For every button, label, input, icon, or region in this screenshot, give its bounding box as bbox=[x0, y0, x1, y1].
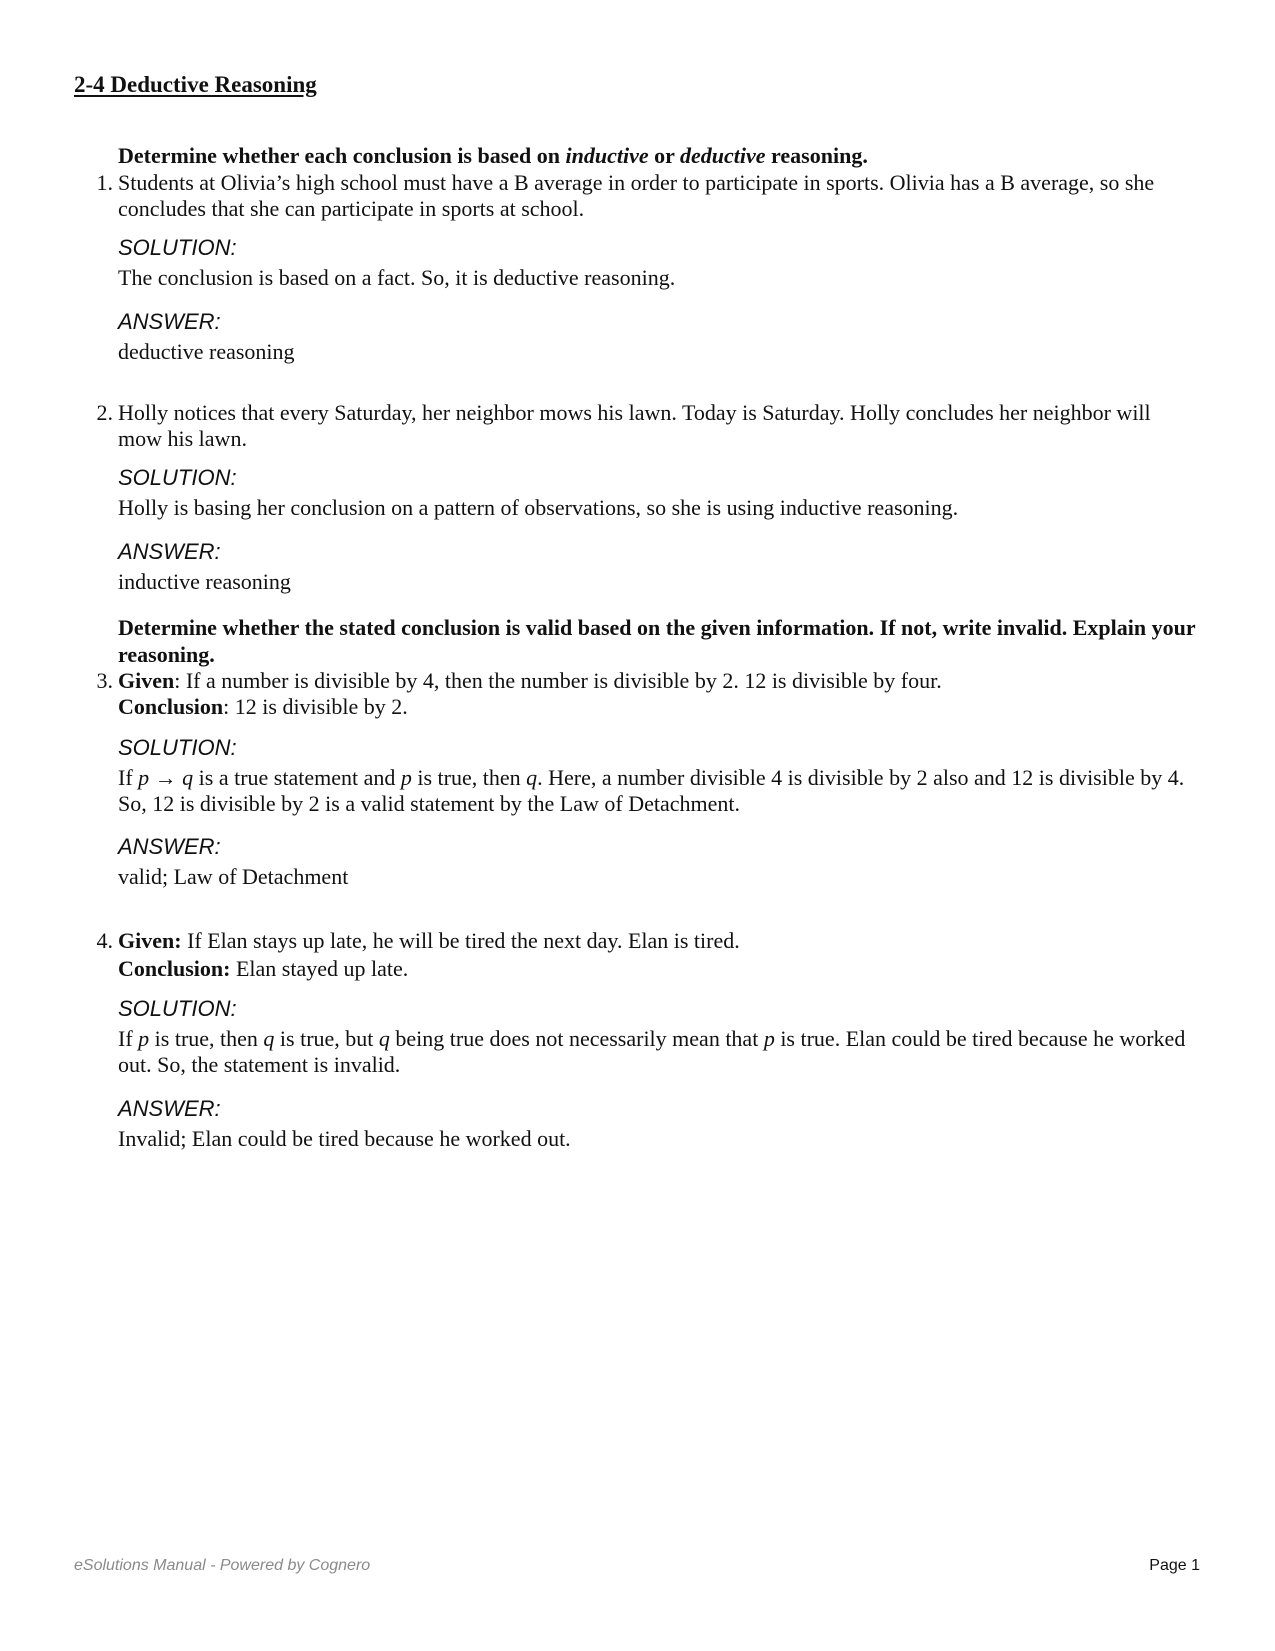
instruction-em-deductive: deductive bbox=[680, 143, 766, 168]
instruction-inductive-deductive bbox=[118, 142, 1198, 169]
math-variable-p: p bbox=[763, 1026, 775, 1051]
solution-segment: is true. Elan could be tired because he worked out. So, the statement is invalid. bbox=[118, 1026, 1186, 1077]
question-number: 3. bbox=[96, 668, 113, 693]
solution-label: SOLUTION: bbox=[118, 465, 237, 490]
math-variable-q: q bbox=[182, 765, 194, 790]
instruction-text-part2: or bbox=[648, 143, 681, 168]
solution-segment: is a true statement and bbox=[193, 765, 401, 790]
solution-label: SOLUTION: bbox=[118, 735, 237, 760]
question-number: 4. bbox=[96, 928, 113, 953]
question-text: Students at Olivia’s high school must have a B average in order to participate in sports. Olivia has a B average, so she concludes that she can participate in sports at school. bbox=[118, 170, 1155, 221]
math-variable-p: p bbox=[138, 765, 150, 790]
given-statement bbox=[118, 668, 1198, 694]
instruction-em-inductive: inductive bbox=[565, 143, 649, 168]
given-text: : If a number is divisible by 4, then the number is divisible by 2. 12 is divisible by four. bbox=[174, 668, 942, 693]
solution-text: Holly is basing her conclusion on a pattern of observations, so she is using inductive reasoning. bbox=[118, 495, 959, 520]
answer-label: ANSWER: bbox=[118, 539, 221, 564]
instruction-validity: Determine whether the stated conclusion is valid based on the given information. If not, write invalid. Explain your reasoning. bbox=[118, 615, 1196, 667]
math-variable-q: q bbox=[378, 1026, 390, 1051]
footer-credit: eSolutions Manual - Powered by Cognero bbox=[74, 1557, 371, 1574]
solution-segment: . Here, a number divisible 4 is divisible by 2 also and 12 is divisible by 4. So, 12 is divisible by 2 is a valid statement by the Law of Detachment. bbox=[118, 765, 1185, 816]
conclusion-statement bbox=[118, 956, 1198, 982]
math-variable-q: q bbox=[526, 765, 538, 790]
question-text: Holly notices that every Saturday, her neighbor mows his lawn. Today is Saturday. Holly concludes her neighbor will mow his lawn. bbox=[118, 400, 1151, 451]
solution-segment: is true, but bbox=[274, 1026, 379, 1051]
instruction-text-part1: Determine whether each conclusion is based on bbox=[118, 143, 566, 168]
given-statement bbox=[118, 928, 1198, 954]
page-number: Page 1 bbox=[1149, 1557, 1200, 1574]
solution-text: The conclusion is based on a fact. So, it is deductive reasoning. bbox=[118, 265, 676, 290]
math-variable-p: p bbox=[138, 1026, 150, 1051]
answer-text: valid; Law of Detachment bbox=[118, 864, 349, 889]
instruction-text-part3: reasoning. bbox=[765, 143, 868, 168]
answer-label: ANSWER: bbox=[118, 834, 221, 859]
solution-label: SOLUTION: bbox=[118, 235, 237, 260]
answer-text: Invalid; Elan could be tired because he worked out. bbox=[118, 1126, 571, 1151]
given-label: Given: bbox=[118, 928, 182, 953]
solution-segment: is true, then bbox=[149, 1026, 264, 1051]
solution-label: SOLUTION: bbox=[118, 996, 237, 1021]
question-number: 1. bbox=[96, 170, 113, 195]
solution-segment: being true does not necessarily mean that bbox=[389, 1026, 764, 1051]
answer-label: ANSWER: bbox=[118, 1096, 221, 1121]
solution-segment: is true, then bbox=[411, 765, 527, 790]
conclusion-text: Elan stayed up late. bbox=[230, 956, 409, 981]
solution-segment: If bbox=[118, 1026, 139, 1051]
math-variable-q: q bbox=[263, 1026, 275, 1051]
answer-text: deductive reasoning bbox=[118, 339, 295, 364]
implication-arrow: → bbox=[149, 765, 183, 790]
conclusion-label: Conclusion bbox=[118, 694, 224, 719]
given-label: Given bbox=[118, 668, 175, 693]
conclusion-text: : 12 is divisible by 2. bbox=[223, 694, 408, 719]
answer-text: inductive reasoning bbox=[118, 569, 291, 594]
solution-text bbox=[118, 765, 1208, 817]
question-number: 2. bbox=[96, 400, 113, 425]
math-variable-p: p bbox=[400, 765, 412, 790]
solution-segment: If bbox=[118, 765, 139, 790]
given-text: If Elan stays up late, he will be tired the next day. Elan is tired. bbox=[181, 928, 740, 953]
answer-label: ANSWER: bbox=[118, 309, 221, 334]
page-title: 2-4 Deductive Reasoning bbox=[74, 72, 317, 97]
solution-text bbox=[118, 1026, 1208, 1078]
conclusion-statement bbox=[118, 694, 1198, 720]
conclusion-label: Conclusion: bbox=[118, 956, 231, 981]
